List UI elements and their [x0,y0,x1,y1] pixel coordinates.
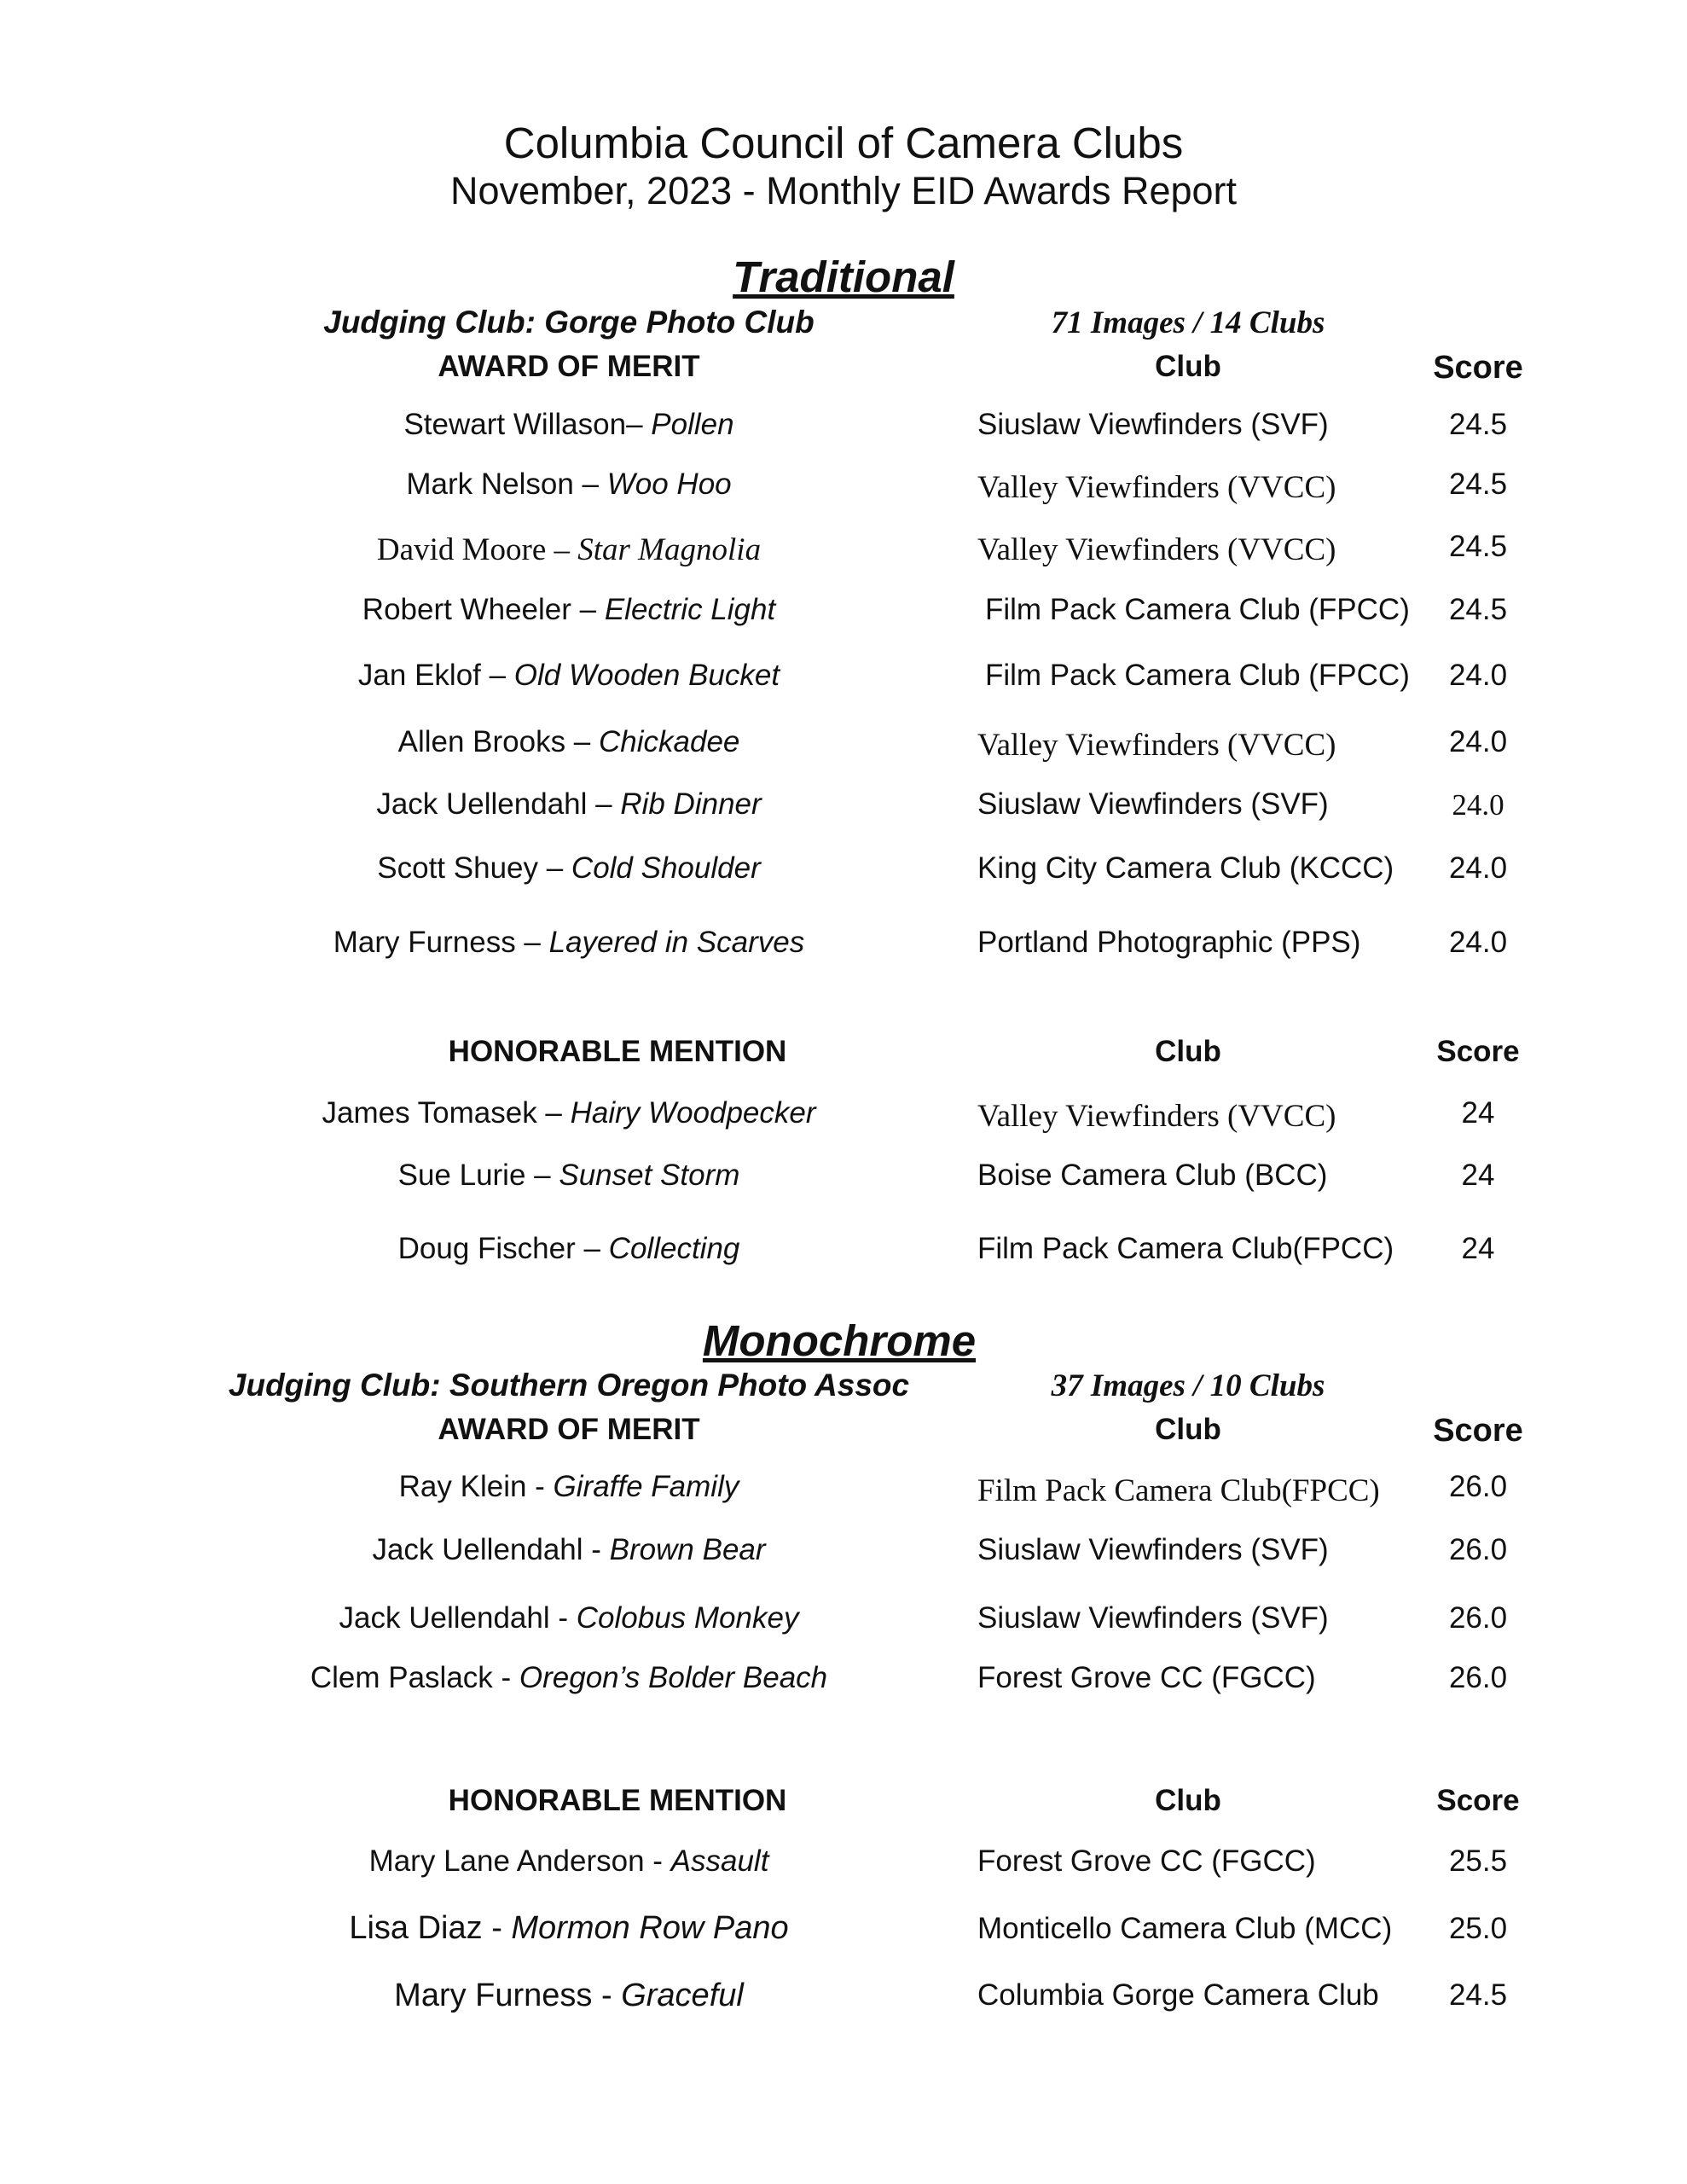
award-of-merit-heading: AWARD OF MERIT [438,1413,700,1446]
entry-score: 24.0 [1448,725,1508,758]
judging-club: Judging Club: Gorge Photo Club [323,305,815,340]
entry-score: 26.0 [1448,1601,1508,1635]
entry-score: 24.5 [1448,1978,1508,2012]
entry-club: Valley Viewfinders (VVCC) [977,470,1336,505]
club-column-header: Club [1155,350,1221,383]
entry-score: 25.0 [1448,1912,1508,1945]
entry-score: 24.0 [1448,851,1508,885]
entry-club: Valley Viewfinders (VVCC) [977,728,1336,763]
entry-club: Monticello Camera Club (MCC) [977,1912,1393,1945]
entry-author-title: David Moore – Star Magnolia [376,532,762,567]
entry-author-title: Mary Furness - Graceful [394,1978,744,2013]
entry-score: 24 [1461,1232,1495,1265]
entry-club: Valley Viewfinders (VVCC) [977,1099,1336,1134]
entry-score: 24.5 [1448,408,1508,441]
entry-score: 25.5 [1448,1844,1508,1878]
entry-club: Portland Photographic (PPS) [977,926,1361,959]
entry-club: Film Pack Camera Club (FPCC) [985,659,1410,692]
entry-score: 24.0 [1448,926,1508,959]
entry-author-title: Robert Wheeler – Electric Light [362,593,776,626]
entry-club: King City Camera Club (KCCC) [977,851,1394,885]
entry-score: 24 [1461,1159,1495,1192]
entry-score: 24.0 [1448,659,1508,692]
entry-author-title: Jack Uellendahl - Brown Bear [372,1533,766,1566]
entry-club: Valley Viewfinders (VVCC) [977,532,1336,567]
club-column-header: Club [1155,1413,1221,1446]
entry-author-title: Sue Lurie – Sunset Storm [397,1159,740,1192]
entry-score: 26.0 [1448,1470,1508,1503]
image-count: 71 Images / 14 Clubs [1051,305,1325,340]
image-count: 37 Images / 10 Clubs [1051,1368,1325,1403]
entry-author-title: Mary Furness – Layered in Scarves [333,926,805,959]
entry-club: Columbia Gorge Camera Club [977,1978,1379,2012]
entry-author-title: Mary Lane Anderson - Assault [368,1844,769,1878]
report-title: Columbia Council of Camera Clubs [503,119,1184,167]
score-column-header: Score [1433,350,1523,386]
entry-score: 24 [1461,1096,1495,1130]
report-subtitle: November, 2023 - Monthly EID Awards Report [449,169,1238,212]
entry-club: Boise Camera Club (BCC) [977,1159,1328,1192]
entry-author-title: Jack Uellendahl – Rib Dinner [376,787,762,821]
entry-club: Film Pack Camera Club(FPCC) [977,1232,1394,1265]
score-column-header: Score [1436,1035,1520,1068]
entry-club: Forest Grove CC (FGCC) [977,1844,1316,1878]
entry-author-title: Jan Eklof – Old Wooden Bucket [357,659,780,692]
entry-author-title: James Tomasek – Hairy Woodpecker [322,1096,816,1130]
honorable-mention-heading: HONORABLE MENTION [448,1035,787,1068]
entry-score: 24.5 [1448,530,1508,563]
entry-author-title: Scott Shuey – Cold Shoulder [377,851,761,885]
entry-club: Film Pack Camera Club(FPCC) [977,1473,1380,1508]
judging-club: Judging Club: Southern Oregon Photo Assoc [228,1368,910,1403]
entry-club: Siuslaw Viewfinders (SVF) [977,408,1329,441]
honorable-mention-heading: HONORABLE MENTION [448,1784,787,1817]
club-column-header: Club [1155,1035,1221,1068]
entry-author-title: Clem Paslack - Oregon’s Bolder Beach [310,1661,828,1694]
entry-club: Siuslaw Viewfinders (SVF) [977,787,1329,821]
entry-club: Forest Grove CC (FGCC) [977,1661,1316,1694]
entry-score: 24.0 [1452,788,1504,822]
entry-author-title: Lisa Diaz - Mormon Row Pano [349,1910,789,1946]
score-column-header: Score [1433,1413,1523,1449]
entry-author-title: Doug Fischer – Collecting [397,1232,740,1265]
club-column-header: Club [1155,1784,1221,1817]
entry-author-title: Mark Nelson – Woo Hoo [406,468,732,501]
entry-score: 26.0 [1448,1661,1508,1694]
score-column-header: Score [1436,1784,1520,1817]
entry-club: Film Pack Camera Club (FPCC) [985,593,1410,626]
entry-club: Siuslaw Viewfinders (SVF) [977,1533,1329,1566]
section-title-traditional: Traditional [733,253,954,301]
entry-author-title: Allen Brooks – Chickadee [397,725,740,758]
entry-score: 24.5 [1448,593,1508,626]
entry-author-title: Stewart Willason– Pollen [403,408,734,441]
entry-author-title: Jack Uellendahl - Colobus Monkey [339,1601,799,1635]
entry-score: 26.0 [1448,1533,1508,1566]
award-of-merit-heading: AWARD OF MERIT [438,350,700,383]
entry-author-title: Ray Klein - Giraffe Family [398,1470,739,1503]
entry-club: Siuslaw Viewfinders (SVF) [977,1601,1329,1635]
section-title-monochrome: Monochrome [702,1316,977,1365]
entry-score: 24.5 [1448,468,1508,501]
